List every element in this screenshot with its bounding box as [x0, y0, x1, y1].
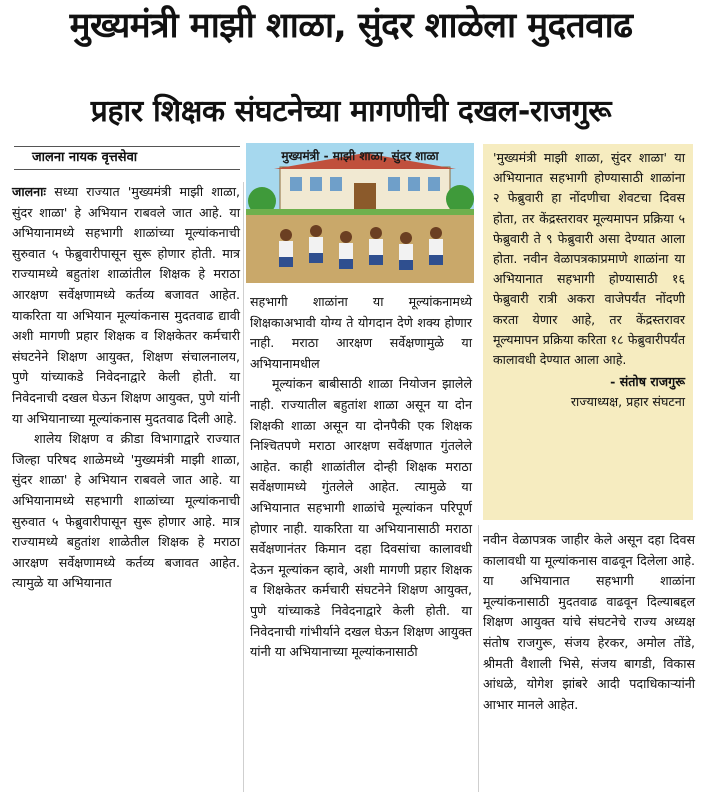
paragraph: मूल्यांकन बाबीसाठी शाळा नियोजन झालेले नाही. राज्यातील बहुतांश शाळा असून या दोन शिक्षकी शाळा असून या दोनपैकी एक शिक्षक निश्चितपणे मराठा आरक्षण सर्वेक्षणात गुंतलेले आहेत. काही शाळांतील दोन्ही शिक्षक मराठा सर्वेक्षणामध्ये गुंतलेले आहेत. त्यामुळे या अभियानात सहभागी शाळांचे मूल्यांकन परिपूर्ण होणार नाही. याकरिता या अभियानासाठी मराठा सर्वेक्षणानंतर किमान दहा दिवसांचा कालावधी देऊन मूल्यांकन व्हावे, अशी मागणी प्रहार शिक्षक व शिक्षकेतर कर्मचारी संघटनेने शिक्षण आयुक्त, पुणे यांच्याकडे निवेदनाद्वारे केली होती. या निवेदनाची गांभीर्याने दखल घेऊन शिक्षण आयुक्त यांनी या अभियानाच्या मूल्यांकनासाठी	[250, 376, 472, 660]
quote-text: 'मुख्यमंत्री माझी शाळा, सुंदर शाळा' या अभियानात सहभागी होण्यासाठी शाळांना २ फेब्रुवारी हा नोंदणीचा शेवटचा दिवस होता, तर केंद्रस्तरावर मूल्यमापन प्रक्रिया ५ फेब्रुवारी ते ९ फेब्रुवारी असा देण्यात आला होता. नवीन वेळापत्रकाप्रमाणे शाळांना या अभियानात सहभागी होण्यासाठी १६ फेब्रुवारी रात्री अकरा वाजेपर्यंत नोंदणी करता येणार आहे, तर केंद्रस्तरावर मूल्यमापन प्रक्रिया करिता १८ फेब्रुवारीपर्यंत कालावधी देण्यात आला आहे.	[493, 150, 685, 368]
dateline: जालनाः	[12, 184, 46, 199]
paragraph: शालेय शिक्षण व क्रीडा विभागाद्वारे राज्यात जिल्हा परिषद शाळेमध्ये 'मुख्यमंत्री माझी शाळा, सुंदर शाळा' हे अभियान राबवले जात आहे. या अभियानामध्ये सहभागी शाळांच्या मूल्यांकनाची सुरुवात ५ फेब्रुवारीपासून सुरू होणार आहे. मात्र राज्यामध्ये बहुतांश शाळेतील शिक्षक हे मराठा आरक्षण सर्वेक्षणामध्ये कर्तव्य बजावत आहेत. त्यामुळे या अभियानात	[12, 431, 240, 591]
paragraph: सहभागी शाळांना या मूल्यांकनामध्ये शिक्षकाअभावी योग्य ते योगदान देणे शक्य होणार नाही. मराठा आरक्षण सर्वेक्षणामुळे या अभियानामधील	[250, 294, 472, 371]
article-column-1	[12, 182, 240, 594]
headline-main: मुख्यमंत्री माझी शाळा, सुंदर शाळेला मुदतवाढ	[69, 6, 633, 46]
column-divider	[478, 525, 479, 792]
paragraph-text: सध्या राज्यात 'मुख्यमंत्री माझी शाळा, सुंदर शाळा' हे अभियान राबवले जात आहे. या अभियानामध्ये सहभागी शाळांच्या मूल्यांकनाची सुरुवात ५ फेब्रुवारीपासून सुरू होणार होती. मात्र राज्यामध्ये बहुतांश शाळांतील शिक्षक हे मराठा आरक्षण सर्वेक्षणामध्ये कर्तव्य बजावत आहेत. याकरिता या अभियान मूल्यांकनास मुदतवाढ द्यावी अशी मागणी प्रहार शिक्षक व शिक्षकेतर कर्मचारी संघटनेने शिक्षण आयुक्त, शिक्षण संचालनालय, पुणे यांच्याकडे निवेदनाद्वारे केली होती. या निवेदनाची दखल घेऊन शिक्षण आयुक्त, पुणे यांनी या अभियानाच्या मूल्यांकनास मुदतवाढ दिली आहे.	[12, 184, 240, 426]
article-column-3	[483, 530, 695, 715]
paragraph	[12, 182, 240, 429]
article-column-2	[250, 292, 472, 663]
byline: जालना नायक वृत्तसेवा	[14, 146, 240, 170]
image-caption: मुख्यमंत्री - माझी शाळा, सुंदर शाळा	[281, 149, 439, 163]
quote-signature: - संतोष राजगुरू	[610, 374, 685, 390]
headline-sub: प्रहार शिक्षक संघटनेच्या मागणीची दखल-राजगुरू	[90, 94, 612, 129]
quote-designation: राज्याध्यक्ष, प्रहार संघटना	[570, 394, 685, 410]
quote-box	[483, 144, 693, 520]
paragraph: नवीन वेळापत्रक जाहीर केले असून दहा दिवस कालावधी या मूल्यांकनास वाढवून दिलेला आहे. या अभियानात सहभागी शाळांना मूल्यांकनासाठी मुदतवाढ वाढवून दिल्याबद्दल शिक्षण आयुक्त यांचे संघटनेचे राज्य अध्यक्ष संतोष राजगुरू, संजय हेरकर, अमोल तोंडे, श्रीमती वैशाली भिसे, संजय बागडी, विकास आंधळे, योगेश झांबरे आदी पदाधिकाऱ्यांनी आभार मानले आहेत.	[483, 532, 695, 712]
school-children-illustration-icon	[246, 143, 474, 283]
column-divider	[243, 182, 244, 792]
